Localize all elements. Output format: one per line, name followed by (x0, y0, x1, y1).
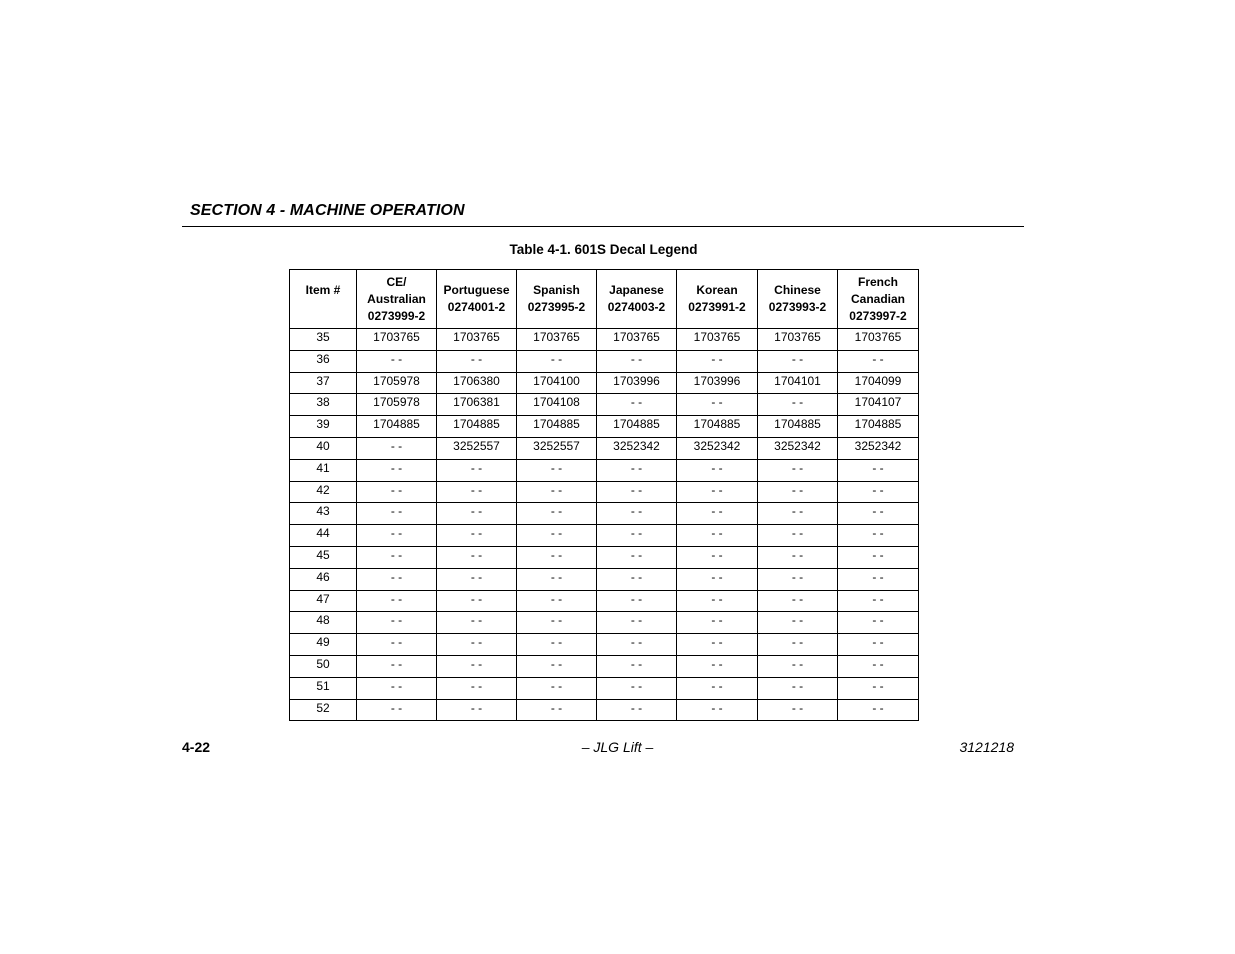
decal-part-cell: - - (758, 394, 838, 416)
decal-part-cell: - - (758, 350, 838, 372)
decal-part-cell: - - (758, 481, 838, 503)
decal-part-cell: - - (758, 590, 838, 612)
column-header (517, 270, 597, 329)
decal-part-cell: - - (838, 546, 919, 568)
decal-part-cell: - - (838, 590, 919, 612)
decal-part-cell: 3252342 (838, 437, 919, 459)
column-header (838, 270, 919, 329)
item-number-cell: 46 (290, 568, 357, 590)
decal-part-cell: 1703996 (597, 372, 677, 394)
decal-part-cell: - - (437, 590, 517, 612)
decal-part-cell: - - (357, 525, 437, 547)
column-header-line: Canadian (850, 291, 905, 306)
item-number-cell: 50 (290, 655, 357, 677)
decal-part-cell: - - (597, 590, 677, 612)
decal-part-cell: - - (838, 481, 919, 503)
decal-part-cell: - - (437, 481, 517, 503)
decal-part-cell: - - (597, 546, 677, 568)
decal-part-cell: - - (357, 350, 437, 372)
table-row (290, 350, 919, 372)
item-number-cell: 40 (290, 437, 357, 459)
decal-part-cell: - - (437, 503, 517, 525)
decal-part-cell: - - (758, 612, 838, 634)
decal-part-cell: - - (357, 677, 437, 699)
decal-part-cell: - - (758, 655, 838, 677)
item-number-cell: 36 (290, 350, 357, 372)
item-number-cell: 45 (290, 546, 357, 568)
decal-part-cell: - - (357, 481, 437, 503)
decal-part-cell: 1703996 (677, 372, 758, 394)
decal-part-cell: - - (357, 546, 437, 568)
table-title: Table 4-1. 601S Decal Legend (509, 242, 698, 257)
decal-part-cell: - - (437, 677, 517, 699)
decal-part-cell: - - (597, 634, 677, 656)
table-row (290, 481, 919, 503)
decal-part-cell: 1704100 (517, 372, 597, 394)
item-number-cell: 38 (290, 394, 357, 416)
decal-part-cell: - - (677, 568, 758, 590)
column-header-line: Item # (305, 282, 341, 297)
decal-part-cell: - - (517, 568, 597, 590)
decal-part-cell: - - (838, 634, 919, 656)
decal-part-cell: - - (437, 612, 517, 634)
decal-part-cell: - - (677, 699, 758, 721)
decal-part-cell: - - (758, 699, 838, 721)
decal-part-cell: - - (838, 677, 919, 699)
decal-part-cell: 1704885 (597, 416, 677, 438)
table-row (290, 612, 919, 634)
table-row (290, 394, 919, 416)
item-number-cell: 49 (290, 634, 357, 656)
decal-part-cell: - - (758, 503, 838, 525)
decal-part-cell: 1703765 (597, 329, 677, 351)
column-header-line: French (857, 274, 898, 289)
document-number: 3121218 (959, 739, 1014, 755)
decal-part-cell: - - (677, 612, 758, 634)
item-number-cell: 52 (290, 699, 357, 721)
column-header-line: 0273995-2 (527, 300, 586, 314)
table-row (290, 568, 919, 590)
item-number-cell: 47 (290, 590, 357, 612)
decal-part-cell: - - (838, 503, 919, 525)
decal-part-cell: - - (357, 459, 437, 481)
decal-part-cell: - - (517, 590, 597, 612)
decal-part-cell: 1704099 (838, 372, 919, 394)
column-header-line: 0274001-2 (447, 300, 506, 314)
decal-part-cell: - - (597, 459, 677, 481)
decal-part-cell: - - (838, 525, 919, 547)
decal-part-cell: - - (597, 503, 677, 525)
column-header-line: Chinese (774, 283, 821, 297)
decal-part-cell: - - (838, 699, 919, 721)
decal-part-cell: - - (597, 568, 677, 590)
decal-part-cell: - - (677, 546, 758, 568)
decal-part-cell: - - (838, 612, 919, 634)
decal-part-cell: - - (517, 350, 597, 372)
decal-part-cell: - - (517, 677, 597, 699)
decal-part-cell: - - (597, 525, 677, 547)
decal-part-cell: - - (517, 503, 597, 525)
decal-part-cell: - - (758, 677, 838, 699)
item-number-cell: 44 (290, 525, 357, 547)
column-header-line: Australian (367, 291, 426, 306)
column-header-line: 0274003-2 (607, 300, 666, 314)
footer-brand: – JLG Lift – (581, 739, 654, 755)
decal-part-cell: - - (437, 699, 517, 721)
table-body (290, 329, 919, 721)
decal-part-cell: 1706380 (437, 372, 517, 394)
decal-part-cell: - - (838, 655, 919, 677)
decal-part-cell: 1703765 (838, 329, 919, 351)
table-row (290, 677, 919, 699)
column-header-line: Korean (696, 283, 738, 297)
decal-part-cell: 1704885 (437, 416, 517, 438)
item-number-cell: 48 (290, 612, 357, 634)
decal-part-cell: - - (517, 655, 597, 677)
decal-part-cell: - - (838, 568, 919, 590)
decal-part-cell: - - (597, 394, 677, 416)
decal-part-cell: 3252342 (758, 437, 838, 459)
column-header (357, 270, 437, 329)
column-header-line: 0273997-2 (849, 308, 907, 323)
decal-part-cell: 3252557 (437, 437, 517, 459)
table-row (290, 699, 919, 721)
decal-legend-table (289, 269, 919, 721)
decal-part-cell: - - (437, 459, 517, 481)
decal-part-cell: - - (677, 677, 758, 699)
decal-part-cell: 1704885 (357, 416, 437, 438)
table-header-row (290, 270, 919, 329)
table-row (290, 372, 919, 394)
decal-part-cell: - - (357, 634, 437, 656)
decal-part-cell: 1703765 (357, 329, 437, 351)
decal-part-cell: - - (517, 481, 597, 503)
table-row (290, 590, 919, 612)
column-header-line: CE/ (386, 274, 407, 289)
decal-part-cell: - - (517, 459, 597, 481)
decal-part-cell: - - (597, 655, 677, 677)
decal-part-cell: 3252557 (517, 437, 597, 459)
decal-part-cell: 1704885 (517, 416, 597, 438)
decal-part-cell: - - (357, 699, 437, 721)
decal-part-cell: - - (677, 655, 758, 677)
item-number-cell: 41 (290, 459, 357, 481)
decal-part-cell: - - (357, 503, 437, 525)
decal-part-cell: - - (437, 525, 517, 547)
table-row (290, 655, 919, 677)
decal-part-cell: 1705978 (357, 372, 437, 394)
decal-part-cell: - - (357, 612, 437, 634)
decal-part-cell: - - (677, 590, 758, 612)
column-header (758, 270, 838, 329)
decal-part-cell: - - (357, 568, 437, 590)
page-number: 4-22 (182, 739, 211, 755)
decal-part-cell: - - (357, 655, 437, 677)
decal-part-cell: - - (597, 699, 677, 721)
decal-part-cell: - - (677, 481, 758, 503)
decal-part-cell: 1704108 (517, 394, 597, 416)
decal-part-cell: - - (437, 634, 517, 656)
decal-part-cell: - - (838, 459, 919, 481)
table-row (290, 416, 919, 438)
decal-part-cell: - - (517, 546, 597, 568)
decal-part-cell: - - (677, 459, 758, 481)
section-header: SECTION 4 - MACHINE OPERATION (190, 202, 465, 219)
decal-part-cell: - - (517, 525, 597, 547)
decal-part-cell: 1703765 (517, 329, 597, 351)
item-number-cell: 42 (290, 481, 357, 503)
decal-part-cell: - - (437, 546, 517, 568)
decal-part-cell: 3252342 (597, 437, 677, 459)
decal-part-cell: - - (437, 655, 517, 677)
decal-part-cell: - - (597, 677, 677, 699)
table-row (290, 525, 919, 547)
decal-part-cell: 3252342 (677, 437, 758, 459)
decal-part-cell: - - (677, 350, 758, 372)
decal-part-cell: - - (677, 503, 758, 525)
decal-part-cell: - - (838, 350, 919, 372)
table-row (290, 546, 919, 568)
table-row (290, 503, 919, 525)
decal-part-cell: 1703765 (758, 329, 838, 351)
decal-part-cell: - - (357, 590, 437, 612)
item-number-cell: 51 (290, 677, 357, 699)
decal-part-cell: - - (437, 568, 517, 590)
decal-part-cell: - - (517, 699, 597, 721)
column-header (677, 270, 758, 329)
decal-part-cell: 1703765 (677, 329, 758, 351)
decal-part-cell: - - (597, 612, 677, 634)
decal-part-cell: 1704885 (677, 416, 758, 438)
decal-part-cell: - - (437, 350, 517, 372)
decal-part-cell: 1706381 (437, 394, 517, 416)
item-number-cell: 37 (290, 372, 357, 394)
column-header-line: Spanish (533, 283, 580, 297)
item-number-cell: 43 (290, 503, 357, 525)
decal-part-cell: - - (758, 459, 838, 481)
decal-part-cell: 1704101 (758, 372, 838, 394)
decal-part-cell: - - (758, 568, 838, 590)
column-header-line: 0273999-2 (367, 308, 426, 323)
item-number-cell: 39 (290, 416, 357, 438)
table-row (290, 634, 919, 656)
column-header-line: Portuguese (443, 283, 510, 297)
column-header (597, 270, 677, 329)
decal-part-cell: - - (758, 634, 838, 656)
decal-part-cell: 1703765 (437, 329, 517, 351)
table-row (290, 437, 919, 459)
decal-part-cell: - - (677, 394, 758, 416)
header-divider (182, 226, 1024, 227)
column-header (437, 270, 517, 329)
decal-part-cell: 1704107 (838, 394, 919, 416)
decal-part-cell: - - (597, 481, 677, 503)
column-header-line: 0273993-2 (768, 300, 827, 314)
column-header-line: Japanese (609, 283, 664, 297)
column-header (290, 270, 357, 329)
decal-part-cell: - - (517, 634, 597, 656)
decal-part-cell: 1704885 (838, 416, 919, 438)
column-header-line: 0273991-2 (688, 300, 746, 314)
decal-part-cell: - - (597, 350, 677, 372)
decal-part-cell: - - (677, 525, 758, 547)
table-row (290, 459, 919, 481)
decal-part-cell: - - (517, 612, 597, 634)
decal-part-cell: - - (677, 634, 758, 656)
decal-part-cell: 1704885 (758, 416, 838, 438)
table-row (290, 329, 919, 351)
decal-part-cell: 1705978 (357, 394, 437, 416)
decal-part-cell: - - (758, 525, 838, 547)
item-number-cell: 35 (290, 329, 357, 351)
decal-part-cell: - - (357, 437, 437, 459)
decal-part-cell: - - (758, 546, 838, 568)
